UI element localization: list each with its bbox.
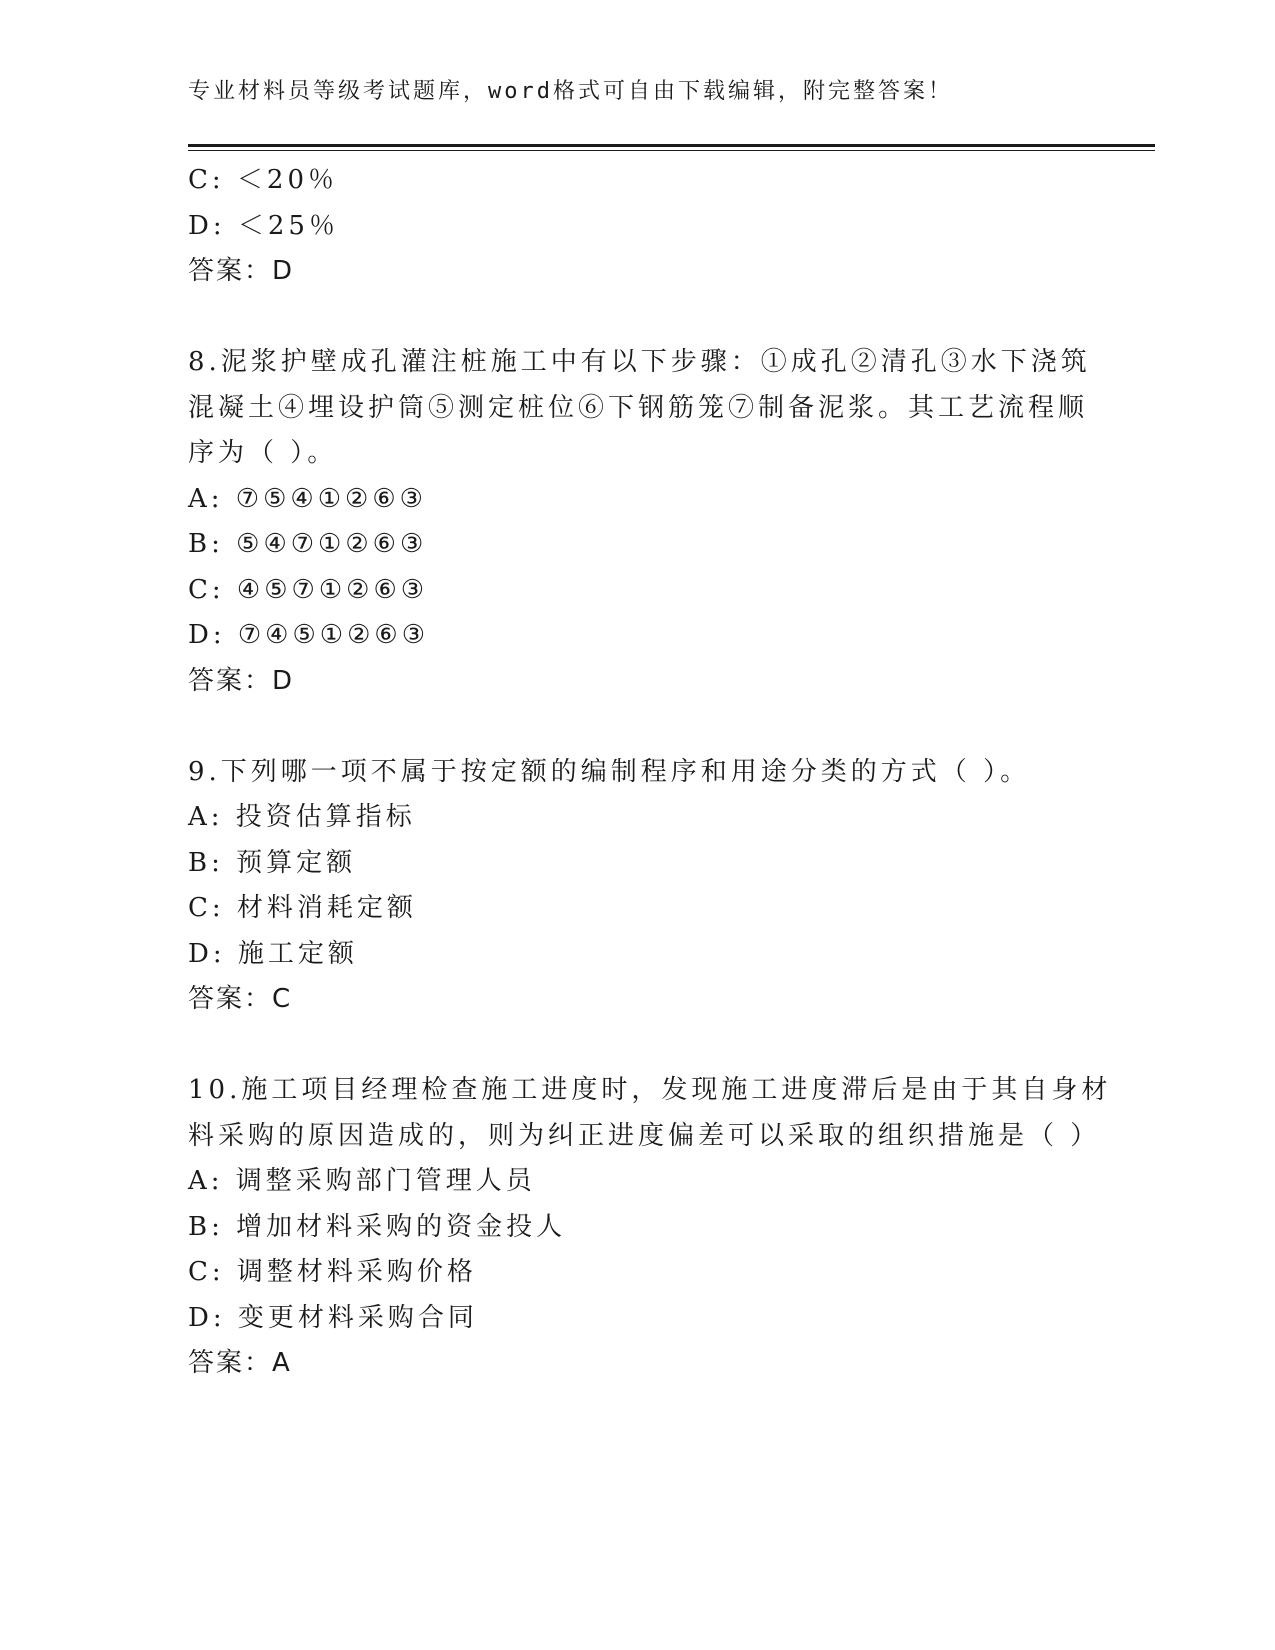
option-b: B: 增加材料采购的资金投人 (188, 1211, 567, 1242)
question-text-line: 10.施工项目经理检查施工进度时，发现施工进度滞后是由于其自身材 (188, 1075, 1112, 1105)
option-c: C: ④⑤⑦①②⑥③ (188, 574, 429, 605)
header-rule-thin (188, 150, 1155, 151)
option-d: D: ⑦④⑤①②⑥③ (188, 620, 430, 650)
question-8 (188, 340, 1091, 704)
option-c: C: 调整材料采购价格 (188, 1257, 477, 1287)
question-10 (188, 1068, 1112, 1387)
header-rule-thick (188, 144, 1155, 147)
question-text-line: 料采购的原因造成的，则为纠正进度偏差可以采取的组织措施是（ ） (188, 1120, 1101, 1151)
option-c: C: 材料消耗定额 (188, 893, 417, 923)
question-text-line: 9.下列哪一项不属于按定额的编制程序和用途分类的方式（ ）。 (188, 756, 1031, 787)
question-text-line: 序为（ ）。 (188, 438, 338, 468)
option-b: B: ⑤④⑦①②⑥③ (188, 529, 428, 559)
option-b: B: 预算定额 (188, 847, 357, 878)
option-d: D: ＜25％ (188, 210, 339, 241)
question-text-line: 8.泥浆护壁成孔灌注桩施工中有以下步骤：①成孔②清孔③水下浇筑 (188, 347, 1091, 377)
answer: 答案：D (188, 256, 295, 286)
option-a: A: 投资估算指标 (188, 802, 416, 832)
question-text-line: 混凝土④埋设护筒⑤测定桩位⑥下钢筋笼⑦制备泥浆。其工艺流程顺 (188, 392, 1089, 423)
option-c: C: ＜20％ (188, 165, 339, 195)
option-a: A: 调整采购部门管理人员 (188, 1166, 536, 1196)
question-7-fragment (188, 158, 1088, 295)
page-header: 专业材料员等级考试题库，word格式可自由下载编辑，附完整答案！ (188, 79, 953, 104)
spacer (188, 704, 1088, 750)
answer: 答案：D (188, 665, 295, 696)
option-d: D: 施工定额 (188, 938, 358, 969)
spacer (188, 295, 1088, 341)
option-d: D: 变更材料采购合同 (188, 1302, 478, 1333)
spacer (188, 1023, 1088, 1069)
question-9 (188, 750, 1088, 1023)
answer: 答案：C (188, 984, 293, 1014)
answer: 答案：A (188, 1348, 292, 1378)
question-content (188, 158, 1112, 1387)
option-a: A: ⑦⑤④①②⑥③ (188, 483, 427, 514)
